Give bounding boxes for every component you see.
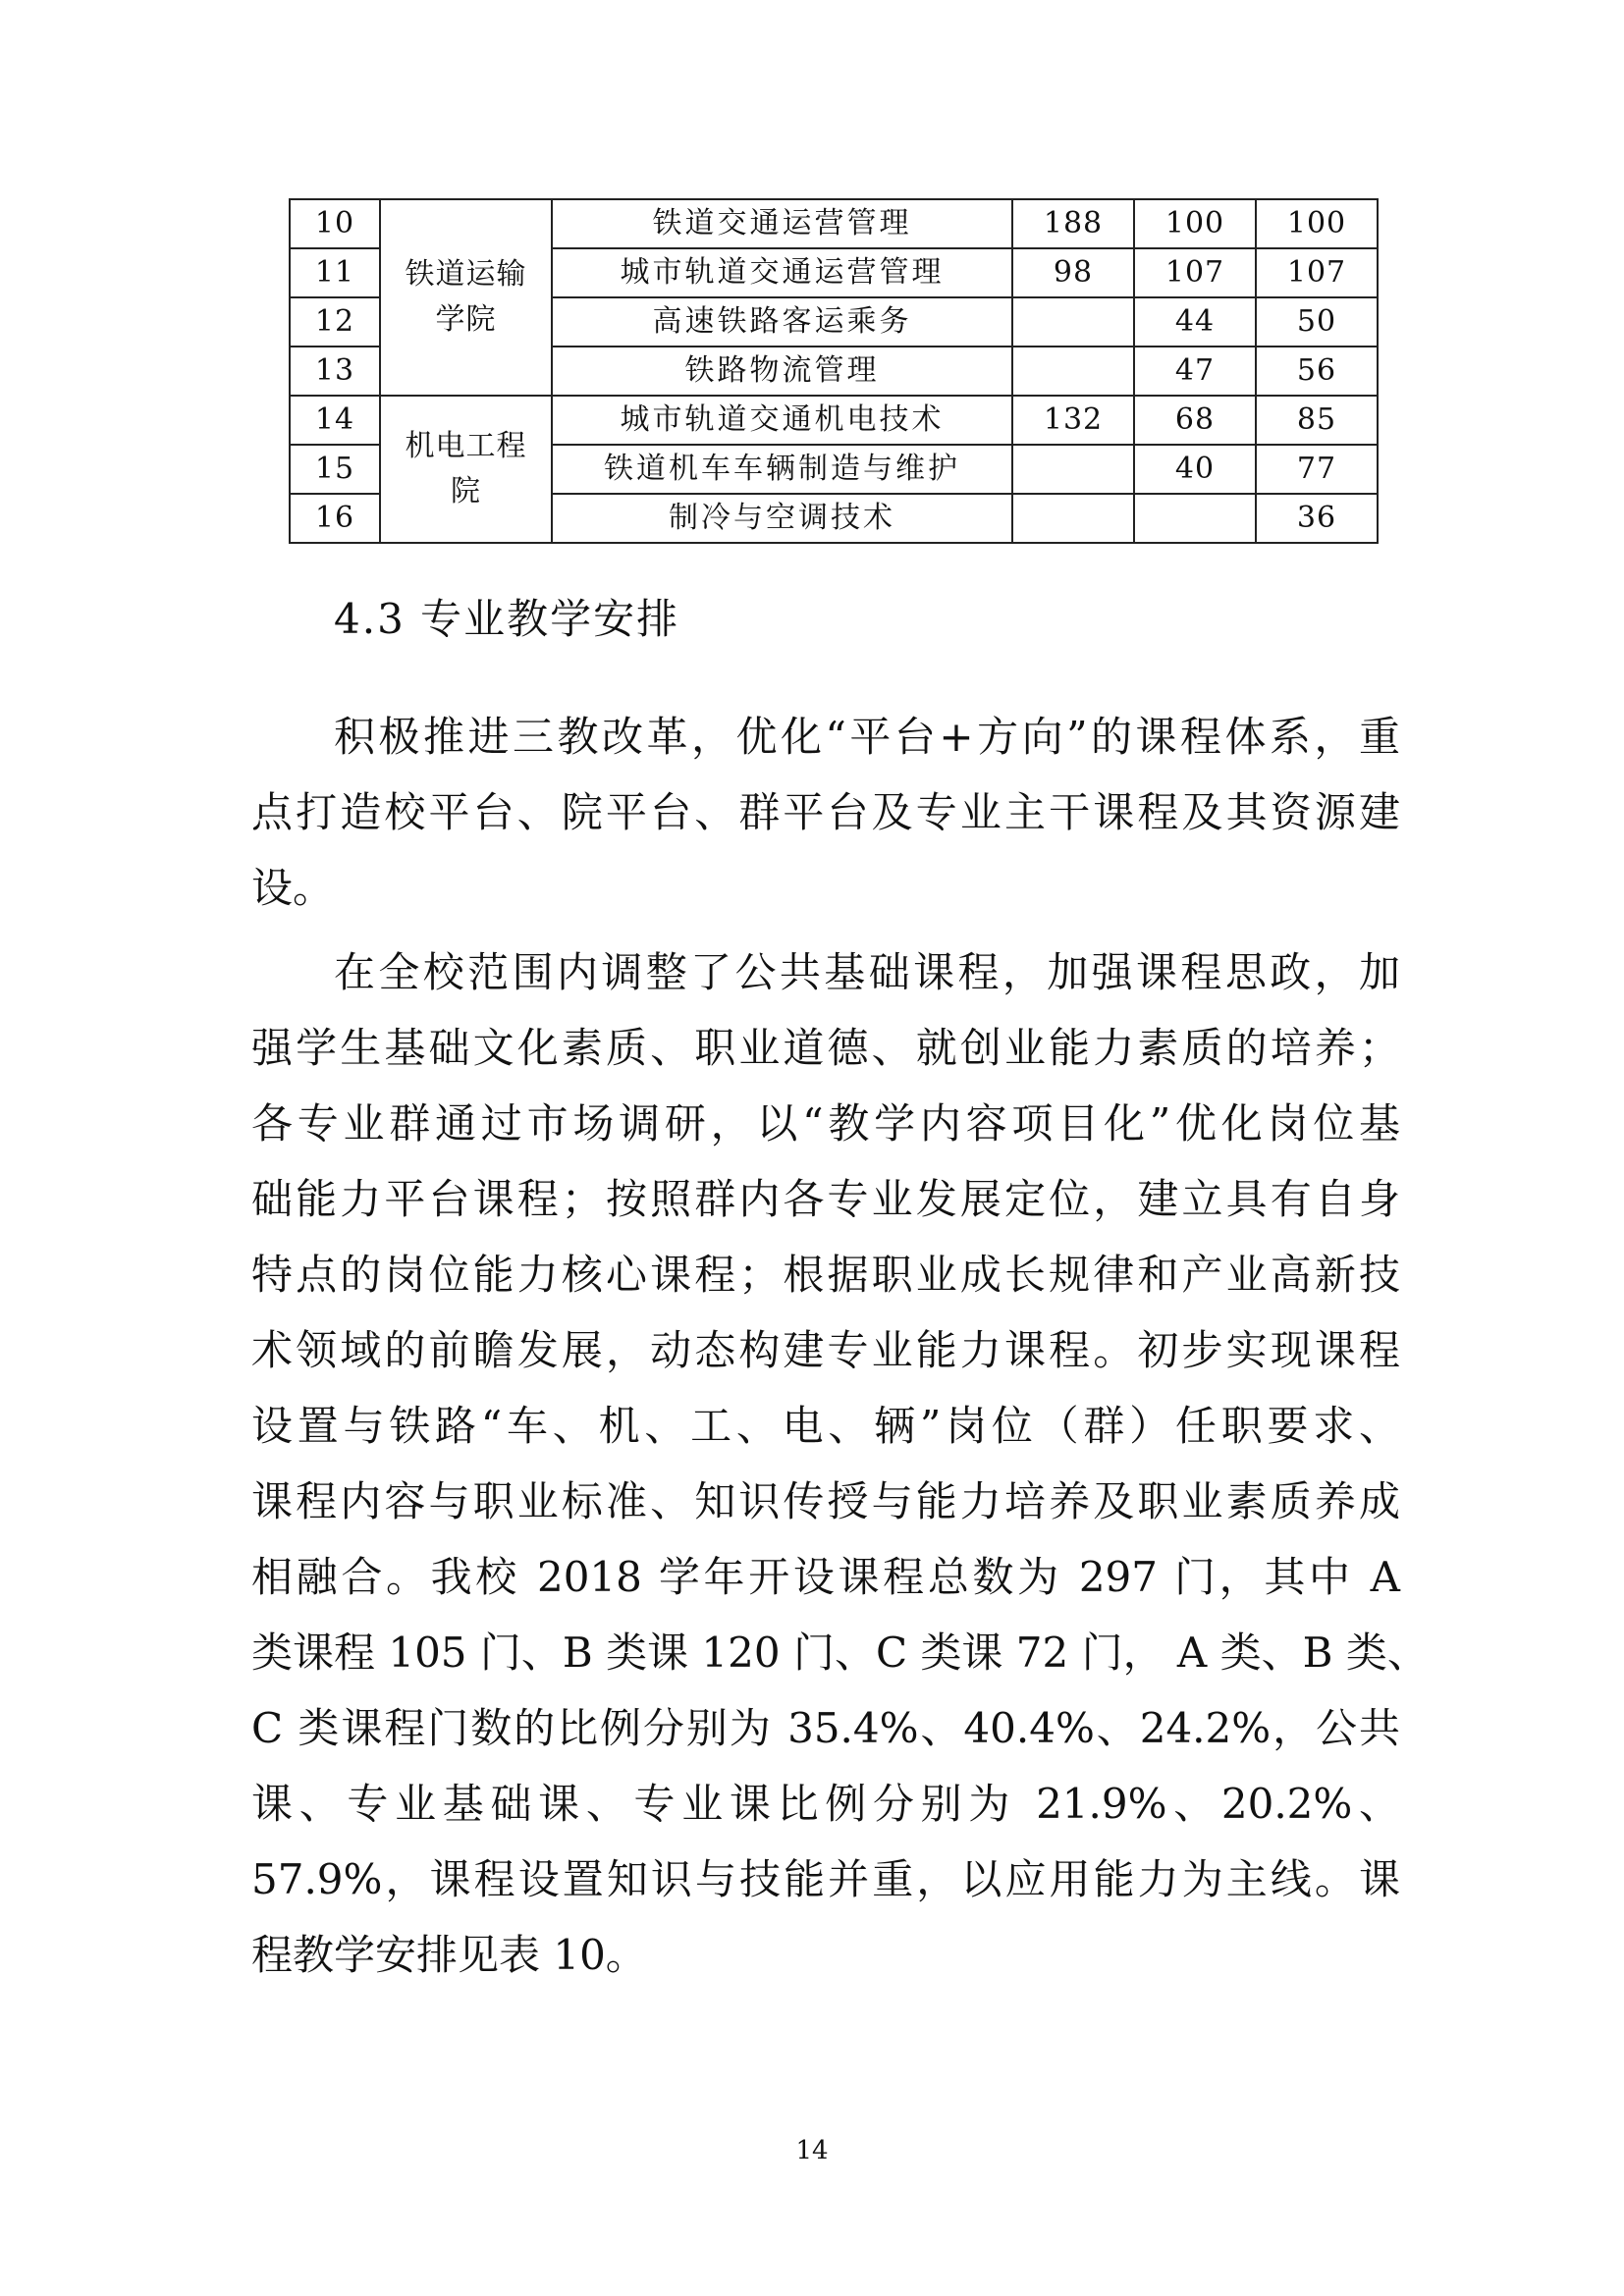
row-number: 12 (290, 297, 380, 347)
text-line: 础能力平台课程；按照群内各专业发展定位，建立具有自身 (251, 1175, 1400, 1223)
value-cell: 85 (1256, 396, 1378, 445)
text-line: 57.9%，课程设置知识与技能并重，以应用能力为主线。课 (251, 1855, 1400, 1903)
row-number: 13 (290, 347, 380, 396)
text-line: 设。 (251, 864, 335, 912)
value-cell: 98 (1012, 248, 1134, 297)
value-cell: 107 (1134, 248, 1256, 297)
major-enrollment-table (289, 198, 1379, 544)
text-line: 各专业群通过市场调研，以“教学内容项目化”优化岗位基 (251, 1099, 1400, 1148)
text-line: 积极推进三教改革，优化“平台+方向”的课程体系，重 (334, 713, 1400, 761)
value-cell: 40 (1134, 445, 1256, 494)
value-cell: 50 (1256, 297, 1378, 347)
value-cell: 100 (1134, 199, 1256, 248)
value-cell: 44 (1134, 297, 1256, 347)
text-line: 强学生基础文化素质、职业道德、就创业能力素质的培养； (251, 1024, 1400, 1072)
row-number: 14 (290, 396, 380, 445)
table-row (290, 396, 1378, 445)
value-cell (1012, 297, 1134, 347)
page-number: 14 (795, 2136, 829, 2165)
college-cell: 机电工程 院 (380, 396, 552, 543)
text-line: C 类课程门数的比例分别为 35.4%、40.4%、24.2%，公共 (251, 1704, 1400, 1752)
text-line: 课程内容与职业标准、知识传授与能力培养及职业素质养成 (251, 1477, 1400, 1525)
value-cell (1134, 494, 1256, 543)
text-line: 在全校范围内调整了公共基础课程，加强课程思政，加 (334, 948, 1400, 996)
major-name: 铁路物流管理 (552, 347, 1012, 396)
text-line: 特点的岗位能力核心课程；根据职业成长规律和产业高新技 (251, 1251, 1400, 1299)
table-row (290, 199, 1378, 248)
value-cell: 77 (1256, 445, 1378, 494)
row-number: 15 (290, 445, 380, 494)
row-number: 16 (290, 494, 380, 543)
major-name: 城市轨道交通运营管理 (552, 248, 1012, 297)
major-name: 制冷与空调技术 (552, 494, 1012, 543)
value-cell (1012, 347, 1134, 396)
value-cell (1012, 445, 1134, 494)
value-cell: 188 (1012, 199, 1134, 248)
text-line: 课、专业基础课、专业课比例分别为 21.9%、20.2%、 (251, 1780, 1400, 1828)
paragraph-1 (251, 699, 1400, 926)
paragraph-2 (251, 934, 1429, 1993)
value-cell: 100 (1256, 199, 1378, 248)
text-line: 点打造校平台、院平台、群平台及专业主干课程及其资源建 (251, 788, 1400, 836)
text-line: 类课程 105 门、B 类课 120 门、C 类课 72 门， A 类、B 类、 (251, 1629, 1429, 1677)
major-name: 高速铁路客运乘务 (552, 297, 1012, 347)
text-line: 设置与铁路“车、机、工、电、辆”岗位（群）任职要求、 (251, 1402, 1400, 1450)
college-cell: 铁道运输 学院 (380, 199, 552, 396)
major-name: 城市轨道交通机电技术 (552, 396, 1012, 445)
text-line: 相融合。我校 2018 学年开设课程总数为 297 门，其中 A (251, 1553, 1400, 1601)
major-name: 铁道交通运营管理 (552, 199, 1012, 248)
value-cell: 68 (1134, 396, 1256, 445)
text-line: 术领域的前瞻发展，动态构建专业能力课程。初步实现课程 (251, 1326, 1400, 1374)
row-number: 11 (290, 248, 380, 297)
value-cell: 132 (1012, 396, 1134, 445)
section-heading: 4.3 专业教学安排 (334, 595, 680, 643)
value-cell (1012, 494, 1134, 543)
row-number: 10 (290, 199, 380, 248)
value-cell: 107 (1256, 248, 1378, 297)
value-cell: 56 (1256, 347, 1378, 396)
text-line: 程教学安排见表 10。 (251, 1931, 647, 1979)
value-cell: 36 (1256, 494, 1378, 543)
value-cell: 47 (1134, 347, 1256, 396)
major-name: 铁道机车车辆制造与维护 (552, 445, 1012, 494)
